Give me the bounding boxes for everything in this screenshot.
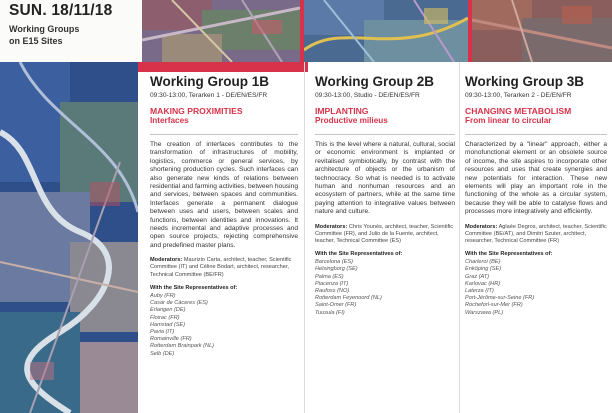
site-list (315, 259, 455, 317)
site-item: Erlangen (DE) (150, 307, 186, 314)
column-divider-2 (459, 62, 460, 413)
moderators-label: Moderators: (465, 223, 498, 230)
subtitle-line-2: on E15 Sites (9, 36, 63, 46)
banner-image-1 (142, 0, 300, 62)
site-representatives-heading: With the Site Representatives of: (150, 284, 238, 291)
site-list (150, 293, 298, 358)
header-block (0, 0, 142, 62)
site-item: Rotterdam Feyenoord (NL) (315, 295, 382, 302)
moderators-text: Aglaée Degros, architect, teacher, Scientific Committee (BE/AT), and Dimitri Szuter, architect, researcher, Technical Committee (FR) (465, 223, 607, 245)
group-description: Characterized by a "linear" approach, either a monofunctional element or an obsolete source of income, the site aspires to incorporate other resources and uses that create synergies and new potentials for interaction. These new elements will play an important role in the functioning of the whole as a circular system, because they will be able to catalyse flows and processes more integratively and efficiently. (465, 141, 607, 216)
site-representatives-heading: With the Site Representatives of: (315, 251, 403, 258)
working-group-3b (465, 74, 607, 317)
site-item: Selb (DE) (150, 350, 175, 357)
site-list (465, 259, 607, 317)
group-time: 09:30-13:00, Terarken 2 - DE/EN/FR (465, 92, 572, 99)
accent-bar-1 (138, 62, 308, 72)
site-item: Hamstad (SE) (150, 321, 186, 328)
site-item: Tuusula (FI) (315, 309, 345, 316)
site-item: Port-Jérôme-sur-Seine (FR) (465, 295, 535, 302)
site-item: Pavia (IT) (150, 328, 175, 335)
site-item: Palma (ES) (315, 273, 344, 280)
site-item: Romainville (FR) (150, 336, 192, 343)
group-description: This is the level where a natural, cultural, social or economic environment is implanted or revitalised symbiotically, by contrast with the architecture of objects or the urbanism of technocracy. So what is needed is to activate human and nonhuman resources and an ecosystem of partners, while at the same time paying attention to integrative values between nature and culture. (315, 141, 455, 216)
group-title: Working Group 3B (465, 74, 585, 89)
site-item: Karlovac (HR) (465, 280, 501, 287)
moderators-label: Moderators: (150, 257, 183, 264)
site-item: Rocheforl-sur-Mer (FR) (465, 302, 523, 309)
moderators-label: Moderators: (315, 223, 348, 230)
banner-image-2 (304, 0, 468, 62)
site-item: Saint-Omer (FR) (315, 302, 357, 309)
group-time: 09:30-13:00, Studio - DE/EN/ES/FR (315, 92, 420, 99)
group-moderators (315, 224, 455, 246)
group-moderators (150, 257, 298, 279)
site-item: Raufoss (NO) (315, 288, 350, 295)
site-item: Barcelona (ES) (315, 259, 353, 266)
group-moderators (465, 224, 607, 246)
site-item: Piacenza (IT) (315, 280, 349, 287)
working-group-2b (315, 74, 455, 317)
site-item: Enköping (SE) (465, 266, 502, 273)
site-item: Helsingborg (SE) (315, 266, 358, 273)
site-item: Casar de Cáceres (ES) (150, 300, 208, 307)
group-theme: IMPLANTING (315, 106, 369, 116)
section-rule (315, 134, 455, 135)
working-group-1b (150, 74, 298, 358)
site-item: Charleroi (BE) (465, 259, 501, 266)
site-item: Laterza (IT) (465, 288, 494, 295)
group-theme: CHANGING METABOLISM (465, 106, 572, 116)
site-representatives-heading: With the Site Representatives of: (465, 251, 553, 258)
column-divider-1 (304, 62, 305, 413)
section-rule (150, 134, 298, 135)
group-theme: MAKING PROXIMITIES (150, 106, 243, 116)
group-subtheme: From linear to circular (465, 116, 552, 125)
site-item: Rotterdam Brainpark (NL) (150, 343, 215, 350)
header-subtitle (9, 23, 79, 47)
section-rule (465, 134, 607, 135)
site-item: Graz (AT) (465, 273, 490, 280)
accent-bar-2 (300, 0, 304, 62)
site-item: Auby (FR) (150, 292, 176, 299)
date-heading: SUN. 18/11/18 (9, 2, 113, 19)
site-item: Floirac (FR) (150, 314, 180, 321)
group-title: Working Group 1B (150, 74, 270, 89)
satellite-map-image (0, 62, 138, 413)
subtitle-line-1: Working Groups (9, 24, 80, 34)
group-subtheme: Interfaces (150, 116, 189, 125)
group-time: 09:30-13:00, Terarken 1 - DE/EN/ES/FR (150, 92, 268, 99)
accent-bar-3 (468, 0, 472, 62)
group-subtheme: Productive milieus (315, 116, 388, 125)
site-item: Warszawa (PL) (465, 309, 504, 316)
group-title: Working Group 2B (315, 74, 435, 89)
moderators-text: Maurizio Carta, architect, teacher, Scientific Committee (IT) and Céline Bodart, architect, researcher, Technical Committee (BE/FR) (150, 257, 292, 278)
banner-image-3 (472, 0, 612, 62)
group-description: The creation of interfaces contributes to the transformation of infrastructures of mobility, logistics, commerce or general services, by shortening production cycles. Such interfaces can also generate new kinds of relations between residential and farming activities, between housing and services, between spaces and communities. Interfaces generate a permanent dialogue between uses and users, between scales and functions, between identities and innovations. It needs incremental and adaptive processes and open source projects, rejecting comprehensive and predefined master plans. (150, 141, 298, 249)
moderators-text: Chris Younès, architect, teacher, Scientific Committee (FR), and Julio de la Fuente, architect, teacher, Technical Committee (ES) (315, 223, 454, 245)
